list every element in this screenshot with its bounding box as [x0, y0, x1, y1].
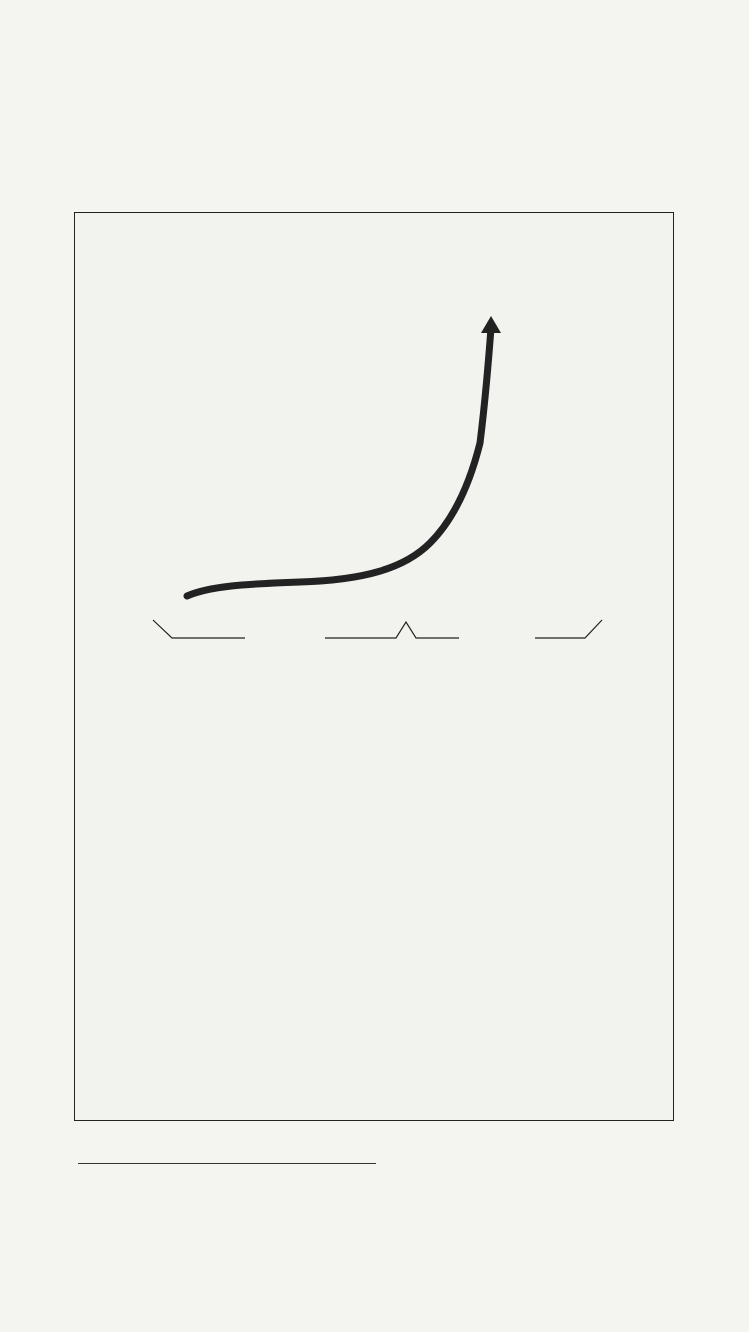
span-bracket-left — [153, 620, 245, 638]
span-bracket-mid — [325, 622, 459, 638]
span-bracket-right — [535, 620, 602, 638]
capacity-chart — [75, 213, 674, 658]
arrowhead-icon — [481, 316, 501, 333]
figure-frame — [74, 212, 674, 1121]
population-growth-curve — [187, 328, 491, 596]
footnote-rule — [78, 1163, 376, 1164]
running-header — [78, 83, 90, 104]
